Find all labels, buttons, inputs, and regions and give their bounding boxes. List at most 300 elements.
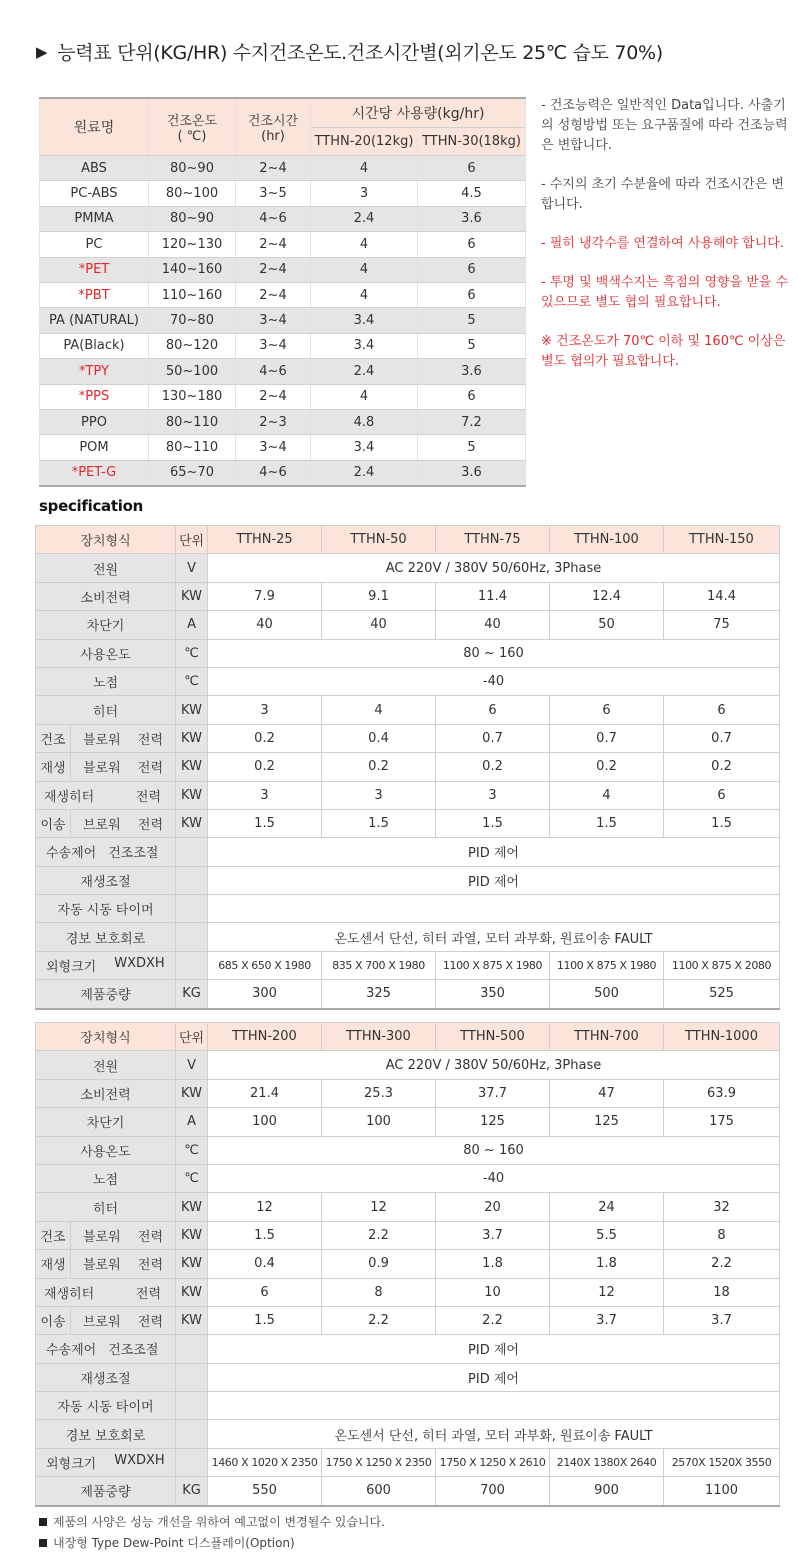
- cell-b: 5: [418, 308, 526, 333]
- value-cell-merged: 온도센서 단선, 히터 과열, 모터 과부화, 원료이송 FAULT: [208, 1420, 780, 1448]
- unit-cell: [176, 866, 208, 894]
- cell-b: 6: [418, 257, 526, 282]
- value-cell: 125: [436, 1108, 550, 1136]
- value-cell: 525: [664, 980, 780, 1009]
- table-row: [40, 384, 526, 409]
- unit-cell: [176, 1392, 208, 1420]
- value-cell: 40: [208, 611, 322, 639]
- heater-row: [36, 696, 780, 724]
- cell-temp: 80~90: [149, 156, 236, 181]
- value-cell: 6: [436, 696, 550, 724]
- value-cell-merged: -40: [208, 1164, 780, 1192]
- value-cell: 175: [664, 1108, 780, 1136]
- power-label: 전원: [36, 1051, 176, 1079]
- cell-b: 6: [418, 384, 526, 409]
- value-cell: 37.7: [436, 1079, 550, 1107]
- table-row: [40, 435, 526, 460]
- value-cell-merged: [208, 895, 780, 923]
- cell-a: 3.4: [311, 308, 418, 333]
- value-cell-merged: PID 제어: [208, 1335, 780, 1363]
- value-cell: 21.4: [208, 1079, 322, 1107]
- regen-heater-row: [36, 1278, 780, 1306]
- header-row: [36, 1023, 780, 1051]
- spec-table-2: [35, 1022, 780, 1507]
- value-cell: 0.2: [664, 753, 780, 781]
- spec-table-1: [35, 525, 780, 1010]
- unit-cell: KW: [176, 809, 208, 837]
- value-cell: 100: [322, 1108, 436, 1136]
- value-cell: 600: [322, 1477, 436, 1506]
- cell-name: *TPY: [40, 359, 149, 384]
- cell-name: PMMA: [40, 206, 149, 231]
- value-cell-merged: PID 제어: [208, 838, 780, 866]
- value-cell: 0.9: [322, 1250, 436, 1278]
- transfer-blower-row: [36, 1306, 780, 1334]
- model-name: TTHN-1000: [664, 1023, 780, 1051]
- heater-label: 히터: [36, 696, 176, 724]
- value-cell: 1460 X 1020 X 2350: [208, 1448, 322, 1476]
- unit-cell: KW: [176, 1250, 208, 1278]
- breaker-row: [36, 611, 780, 639]
- timer-label: 자동 시동 타이머: [36, 1392, 176, 1420]
- value-cell-merged: PID 제어: [208, 866, 780, 894]
- value-cell: 3: [436, 781, 550, 809]
- use-temp-row: [36, 1136, 780, 1164]
- blower-wattage-label: 브로워 전력: [71, 1306, 176, 1334]
- cell-a: 3.4: [311, 435, 418, 460]
- regen-label: 재생: [36, 753, 71, 781]
- cell-temp: 110~160: [149, 282, 236, 307]
- value-cell: 1.5: [208, 1306, 322, 1334]
- model-name: TTHN-150: [664, 526, 780, 554]
- value-cell: 900: [550, 1477, 664, 1506]
- value-cell: 0.2: [208, 753, 322, 781]
- alarm-label: 경보 보호회로: [36, 1420, 176, 1448]
- dry-blower-row: [36, 724, 780, 752]
- transfer-blower-row: [36, 809, 780, 837]
- value-cell: 0.4: [322, 724, 436, 752]
- value-cell: 1.5: [208, 1221, 322, 1249]
- breaker-label: 차단기: [36, 1108, 176, 1136]
- cell-time: 2~4: [236, 282, 311, 307]
- cell-name: PA(Black): [40, 333, 149, 358]
- consumption-label: 소비전력: [36, 582, 176, 610]
- value-cell: 2.2: [322, 1306, 436, 1334]
- value-cell: 5.5: [550, 1221, 664, 1249]
- consumption-row: [36, 1079, 780, 1107]
- unit-cell: A: [176, 611, 208, 639]
- header-dry-temp: 건조온도 ( ℃): [149, 98, 236, 156]
- unit-cell: KW: [176, 1079, 208, 1107]
- asterisk-mark: *: [79, 363, 86, 379]
- cell-time: 3~5: [236, 181, 311, 206]
- header-material: 원료명: [40, 98, 149, 156]
- weight-label: 제품중량: [36, 980, 176, 1009]
- note-3: - 필히 냉각수를 연결하여 사용해야 합니다.: [541, 236, 784, 251]
- value-cell: 6: [664, 696, 780, 724]
- value-cell: 685 X 650 X 1980: [208, 951, 322, 979]
- cell-temp: 80~100: [149, 181, 236, 206]
- power-label: 전원: [36, 554, 176, 582]
- blower-wattage-label: 블로워 전력: [71, 724, 176, 752]
- note-5: ※ 건조온도가 70℃ 이하 및 160℃ 이상은 별도 협의가 필요합니다.: [541, 334, 786, 369]
- value-cell: 12: [550, 1278, 664, 1306]
- cell-name: POM: [40, 435, 149, 460]
- heater-label: 히터: [36, 1193, 176, 1221]
- footer-note-2: 내장형 Type Dew-Point 디스플레이(Option): [39, 1534, 295, 1551]
- value-cell-merged: AC 220V / 380V 50/60Hz, 3Phase: [208, 1051, 780, 1079]
- value-cell: 100: [208, 1108, 322, 1136]
- value-cell: 1750 X 1250 X 2350: [322, 1448, 436, 1476]
- square-bullet-icon: [39, 1518, 47, 1526]
- unit-cell: V: [176, 554, 208, 582]
- unit-cell: KW: [176, 724, 208, 752]
- unit-cell: ℃: [176, 1164, 208, 1192]
- unit-cell: KW: [176, 1193, 208, 1221]
- dry-label: 건조: [36, 724, 71, 752]
- model-name: TTHN-200: [208, 1023, 322, 1051]
- cell-a: 3: [311, 181, 418, 206]
- transfer-label: 이송: [36, 809, 71, 837]
- value-cell: 0.2: [550, 753, 664, 781]
- table-row: [40, 460, 526, 486]
- cell-temp: 130~180: [149, 384, 236, 409]
- value-cell: 835 X 700 X 1980: [322, 951, 436, 979]
- value-cell: 1100 X 875 X 2080: [664, 951, 780, 979]
- unit-cell: [176, 838, 208, 866]
- value-cell: 12.4: [550, 582, 664, 610]
- power-row: [36, 1051, 780, 1079]
- breaker-label: 차단기: [36, 611, 176, 639]
- table-row: [40, 206, 526, 231]
- title-text: 능력표 단위(KG/HR) 수지건조온도.건조시간별(외기온도 25℃ 습도 70%): [57, 42, 663, 64]
- cell-time: 2~4: [236, 257, 311, 282]
- dry-label: 건조: [36, 1221, 71, 1249]
- value-cell: 2.2: [436, 1306, 550, 1334]
- regen-heater-label: 재생히터 전력: [36, 1278, 176, 1306]
- value-cell: 14.4: [664, 582, 780, 610]
- cell-name: ABS: [40, 156, 149, 181]
- cell-temp: 120~130: [149, 232, 236, 257]
- size-row: [36, 1448, 780, 1476]
- note-4: - 투명 및 백색수지는 흑점의 영향을 받을 수 있으므로 별도 협의 필요합니다.: [541, 275, 789, 310]
- cell-name: PC-ABS: [40, 181, 149, 206]
- consumption-row: [36, 582, 780, 610]
- asterisk-mark: *: [78, 287, 85, 303]
- alarm-row: [36, 1420, 780, 1448]
- value-cell-merged: [208, 1392, 780, 1420]
- value-cell: 20: [436, 1193, 550, 1221]
- value-cell: 1.5: [436, 809, 550, 837]
- value-cell-merged: 80 ~ 160: [208, 639, 780, 667]
- square-bullet-icon: [39, 1539, 47, 1547]
- value-cell: 63.9: [664, 1079, 780, 1107]
- cell-time: 3~4: [236, 308, 311, 333]
- value-cell: 3: [208, 696, 322, 724]
- header-dry-time: 건조시간 (hr): [236, 98, 311, 156]
- value-cell: 40: [322, 611, 436, 639]
- value-cell: 2.2: [322, 1221, 436, 1249]
- unit-cell: V: [176, 1051, 208, 1079]
- power-row: [36, 554, 780, 582]
- unit-cell: ℃: [176, 639, 208, 667]
- value-cell: 300: [208, 980, 322, 1009]
- size-label: 외형크기 WXDXH: [36, 951, 176, 979]
- value-cell: 1.5: [664, 809, 780, 837]
- cell-time: 3~4: [236, 435, 311, 460]
- unit-label: 단위: [176, 526, 208, 554]
- value-cell: 11.4: [436, 582, 550, 610]
- cell-time: 3~4: [236, 333, 311, 358]
- cell-time: 2~3: [236, 409, 311, 434]
- value-cell: 25.3: [322, 1079, 436, 1107]
- regen-adjust-label: 재생조절: [36, 1363, 176, 1391]
- cell-a: 4: [311, 384, 418, 409]
- unit-cell: [176, 1335, 208, 1363]
- cell-name: *PET: [40, 257, 149, 282]
- model-name: TTHN-500: [436, 1023, 550, 1051]
- table-row: [40, 333, 526, 358]
- unit-cell: [176, 1448, 208, 1476]
- footer-note-1: 제품의 사양은 성능 개선을 위하여 예고없이 변경될수 있습니다.: [39, 1513, 385, 1530]
- cell-temp: 80~110: [149, 435, 236, 460]
- use-temp-label: 사용온도: [36, 1136, 176, 1164]
- unit-cell: [176, 895, 208, 923]
- cell-temp: 80~110: [149, 409, 236, 434]
- cell-name: PC: [40, 232, 149, 257]
- cell-a: 4.8: [311, 409, 418, 434]
- value-cell: 3.7: [550, 1306, 664, 1334]
- value-cell-merged: 온도센서 단선, 히터 과열, 모터 과부화, 원료이송 FAULT: [208, 923, 780, 951]
- table-row: [40, 308, 526, 333]
- unit-cell: KW: [176, 781, 208, 809]
- cell-a: 4: [311, 156, 418, 181]
- notes: [541, 96, 796, 391]
- dew-point-label: 노점: [36, 1164, 176, 1192]
- value-cell: 0.2: [436, 753, 550, 781]
- value-cell: 6: [664, 781, 780, 809]
- value-cell: 0.4: [208, 1250, 322, 1278]
- value-cell: 3: [322, 781, 436, 809]
- dew-point-row: [36, 667, 780, 695]
- value-cell: 1100: [664, 1477, 780, 1506]
- cell-name: *PET-G: [40, 460, 149, 486]
- blower-wattage-label: 블로워 전력: [71, 1250, 176, 1278]
- model-name: TTHN-700: [550, 1023, 664, 1051]
- cell-temp: 80~90: [149, 206, 236, 231]
- note-1: - 건조능력은 일반적인 Data입니다. 사출기의 성형방법 또는 요구품질에 따라 건조능력은 변합니다.: [541, 98, 788, 153]
- value-cell: 32: [664, 1193, 780, 1221]
- cell-b: 6: [418, 232, 526, 257]
- model-label: 장치형식: [36, 526, 176, 554]
- dew-point-label: 노점: [36, 667, 176, 695]
- value-cell: 0.2: [208, 724, 322, 752]
- unit-cell: KW: [176, 753, 208, 781]
- cell-name: *PBT: [40, 282, 149, 307]
- model-name: TTHN-100: [550, 526, 664, 554]
- unit-cell: KW: [176, 1221, 208, 1249]
- cell-time: 2~4: [236, 384, 311, 409]
- value-cell: 7.9: [208, 582, 322, 610]
- unit-label: 단위: [176, 1023, 208, 1051]
- unit-cell: ℃: [176, 667, 208, 695]
- cell-a: 4: [311, 232, 418, 257]
- cell-name: *PPS: [40, 384, 149, 409]
- spec-label: specification: [39, 497, 143, 515]
- unit-cell: KW: [176, 696, 208, 724]
- regen-blower-row: [36, 1250, 780, 1278]
- size-row: [36, 951, 780, 979]
- value-cell: 18: [664, 1278, 780, 1306]
- conveying-label: 수송제어 건조조절: [36, 1335, 176, 1363]
- cell-temp: 80~120: [149, 333, 236, 358]
- unit-cell: [176, 923, 208, 951]
- regen-adjust-row: [36, 866, 780, 894]
- weight-row: [36, 980, 780, 1009]
- asterisk-mark: *: [78, 389, 86, 405]
- value-cell: 0.7: [550, 724, 664, 752]
- asterisk-mark: *: [71, 465, 79, 481]
- value-cell: 325: [322, 980, 436, 1009]
- cell-temp: 65~70: [149, 460, 236, 486]
- note-2: - 수지의 초기 수분율에 따라 건조시간은 변합니다.: [541, 177, 784, 212]
- value-cell: 3.7: [436, 1221, 550, 1249]
- value-cell-merged: 80 ~ 160: [208, 1136, 780, 1164]
- value-cell-merged: PID 제어: [208, 1363, 780, 1391]
- dew-point-row: [36, 1164, 780, 1192]
- table-row: [40, 156, 526, 181]
- table-row: [40, 359, 526, 384]
- value-cell: 1.8: [550, 1250, 664, 1278]
- value-cell: 12: [322, 1193, 436, 1221]
- alarm-label: 경보 보호회로: [36, 923, 176, 951]
- value-cell: 1.5: [550, 809, 664, 837]
- blower-wattage-label: 블로워 전력: [71, 1221, 176, 1249]
- value-cell: 2.2: [664, 1250, 780, 1278]
- heater-row: [36, 1193, 780, 1221]
- cell-a: 4: [311, 282, 418, 307]
- value-cell: 3.7: [664, 1306, 780, 1334]
- regen-adjust-label: 재생조절: [36, 866, 176, 894]
- unit-cell: KW: [176, 582, 208, 610]
- value-cell: 500: [550, 980, 664, 1009]
- value-cell: 50: [550, 611, 664, 639]
- dry-blower-row: [36, 1221, 780, 1249]
- triangle-right-icon: ▶: [36, 43, 48, 61]
- value-cell: 8: [664, 1221, 780, 1249]
- value-cell: 1100 X 875 X 1980: [436, 951, 550, 979]
- cell-b: 3.6: [418, 359, 526, 384]
- cell-b: 6: [418, 156, 526, 181]
- regen-blower-row: [36, 753, 780, 781]
- conveying-row: [36, 1335, 780, 1363]
- value-cell: 350: [436, 980, 550, 1009]
- value-cell-merged: -40: [208, 667, 780, 695]
- cell-b: 6: [418, 282, 526, 307]
- value-cell-merged: AC 220V / 380V 50/60Hz, 3Phase: [208, 554, 780, 582]
- value-cell: 1.5: [208, 809, 322, 837]
- blower-wattage-label: 브로워 전력: [71, 809, 176, 837]
- transfer-label: 이송: [36, 1306, 71, 1334]
- cell-b: 3.6: [418, 206, 526, 231]
- value-cell: 125: [550, 1108, 664, 1136]
- cell-temp: 50~100: [149, 359, 236, 384]
- weight-row: [36, 1477, 780, 1506]
- unit-cell: KW: [176, 1278, 208, 1306]
- cell-time: 4~6: [236, 206, 311, 231]
- weight-label: 제품중량: [36, 1477, 176, 1506]
- value-cell: 40: [436, 611, 550, 639]
- value-cell: 1.5: [322, 809, 436, 837]
- table-row: [40, 409, 526, 434]
- cell-b: 3.6: [418, 460, 526, 486]
- value-cell: 6: [550, 696, 664, 724]
- header-col30: TTHN-30(18kg): [418, 128, 526, 156]
- value-cell: 12: [208, 1193, 322, 1221]
- unit-cell: KG: [176, 1477, 208, 1506]
- table-row: [40, 257, 526, 282]
- page-title: [36, 38, 663, 65]
- conveying-row: [36, 838, 780, 866]
- regen-label: 재생: [36, 1250, 71, 1278]
- capacity-table: [39, 97, 526, 487]
- cell-temp: 70~80: [149, 308, 236, 333]
- value-cell: 550: [208, 1477, 322, 1506]
- cell-time: 4~6: [236, 359, 311, 384]
- value-cell: 10: [436, 1278, 550, 1306]
- timer-row: [36, 1392, 780, 1420]
- unit-cell: [176, 951, 208, 979]
- value-cell: 0.7: [664, 724, 780, 752]
- header-col20: TTHN-20(12kg): [311, 128, 418, 156]
- cell-b: 5: [418, 435, 526, 460]
- value-cell: 75: [664, 611, 780, 639]
- cell-b: 4.5: [418, 181, 526, 206]
- value-cell: 700: [436, 1477, 550, 1506]
- asterisk-mark: *: [78, 262, 86, 278]
- regen-heater-label: 재생히터 전력: [36, 781, 176, 809]
- timer-label: 자동 시동 타이머: [36, 895, 176, 923]
- model-name: TTHN-25: [208, 526, 322, 554]
- size-label: 외형크기 WXDXH: [36, 1448, 176, 1476]
- use-temp-label: 사용온도: [36, 639, 176, 667]
- cell-name: PPO: [40, 409, 149, 434]
- regen-heater-row: [36, 781, 780, 809]
- value-cell: 4: [550, 781, 664, 809]
- model-label: 장치형식: [36, 1023, 176, 1051]
- table-row: [40, 282, 526, 307]
- model-name: TTHN-300: [322, 1023, 436, 1051]
- cell-a: 2.4: [311, 460, 418, 486]
- table-row: [40, 232, 526, 257]
- cell-time: 2~4: [236, 156, 311, 181]
- unit-cell: ℃: [176, 1136, 208, 1164]
- cell-b: 5: [418, 333, 526, 358]
- value-cell: 0.2: [322, 753, 436, 781]
- value-cell: 2570X 1520X 3550: [664, 1448, 780, 1476]
- timer-row: [36, 895, 780, 923]
- unit-cell: [176, 1420, 208, 1448]
- regen-adjust-row: [36, 1363, 780, 1391]
- cell-a: 2.4: [311, 359, 418, 384]
- unit-cell: A: [176, 1108, 208, 1136]
- cell-temp: 140~160: [149, 257, 236, 282]
- use-temp-row: [36, 639, 780, 667]
- value-cell: 9.1: [322, 582, 436, 610]
- unit-cell: [176, 1363, 208, 1391]
- value-cell: 0.7: [436, 724, 550, 752]
- conveying-label: 수송제어 건조조절: [36, 838, 176, 866]
